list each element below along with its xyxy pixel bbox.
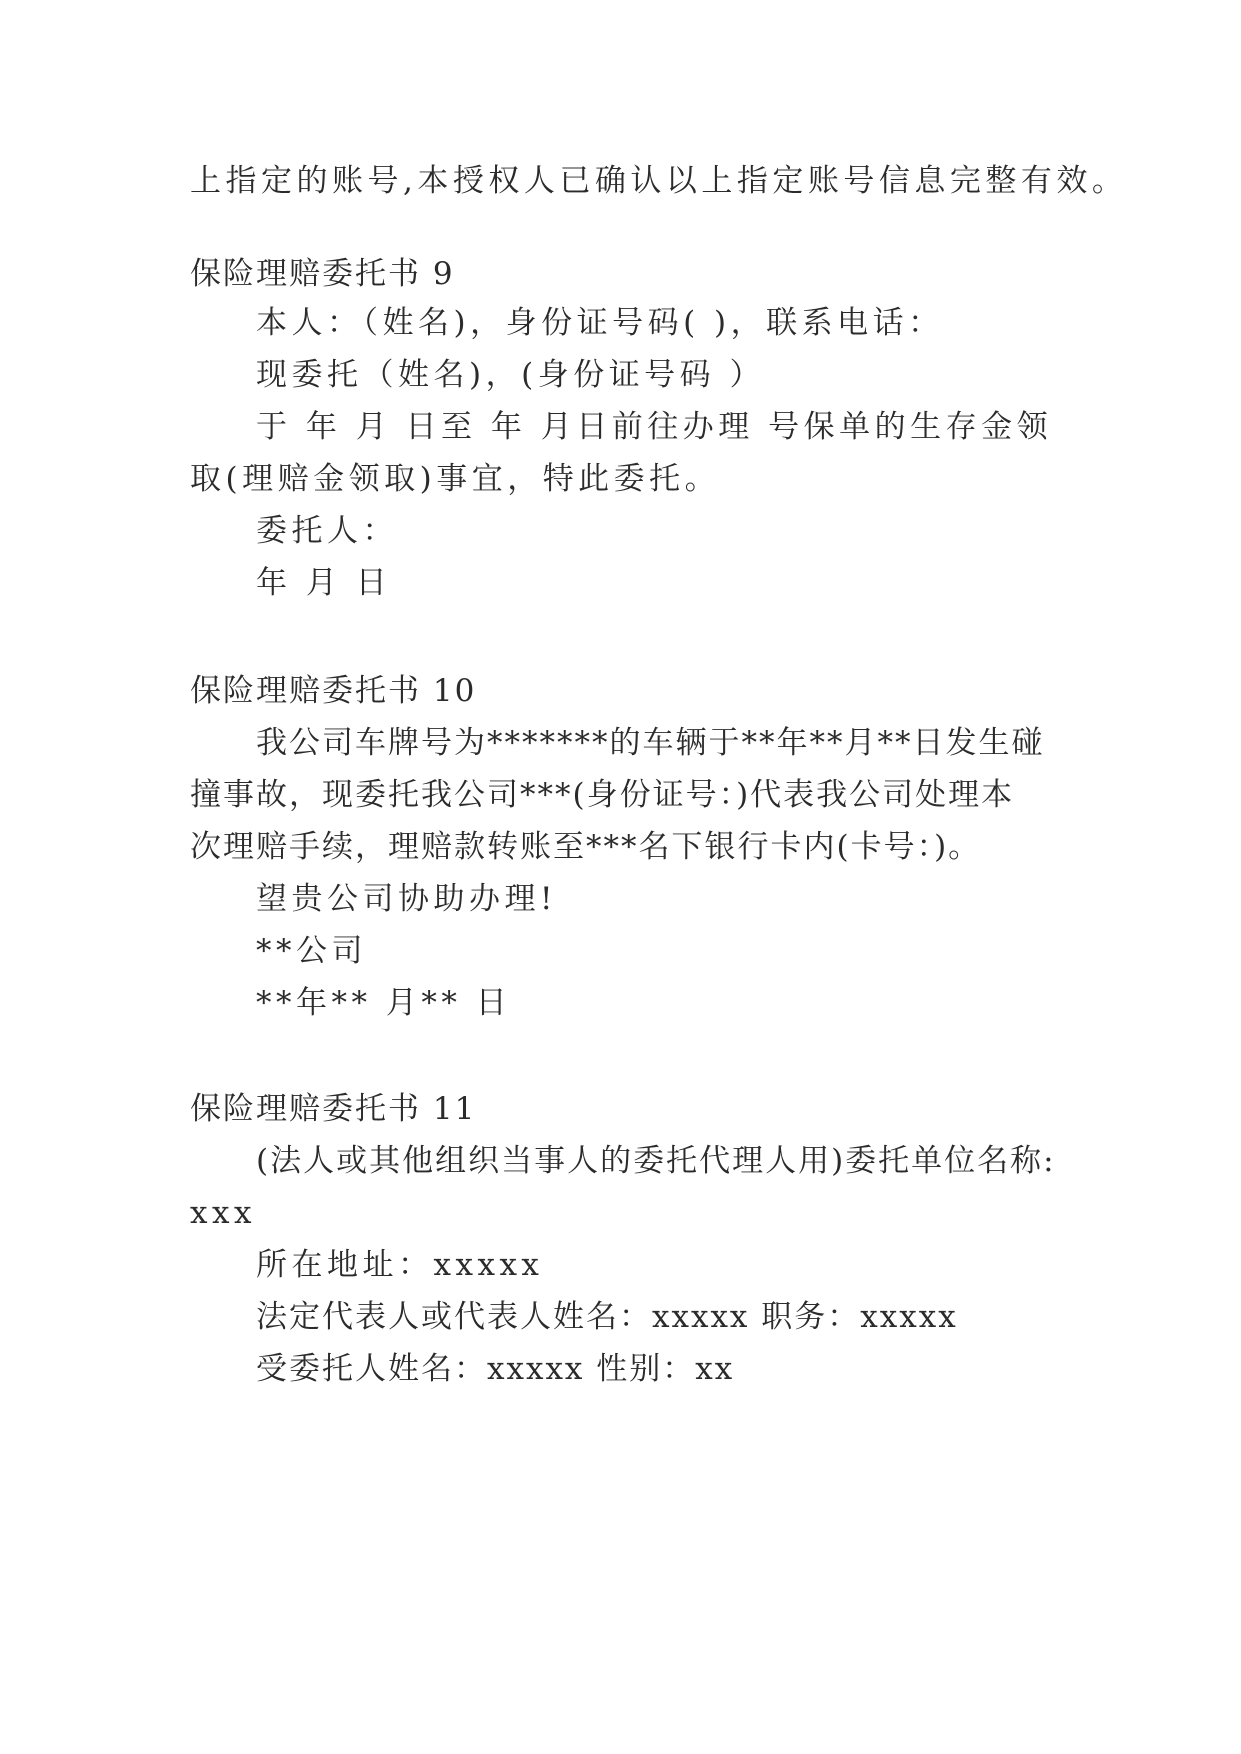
s11-entity-line-1: (法人或其他组织当事人的委托代理人用)委托单位名称: (256, 1143, 1056, 1179)
s9-date-line: 年 月 日 (256, 565, 392, 601)
intro-line: 上指定的账号,本授权人已确认以上指定账号信息完整有效。 (190, 163, 1128, 199)
s9-agent-line: 现委托（姓名)，(身份证号码 ） (256, 357, 766, 393)
s11-entity-line-2: xxx (190, 1195, 256, 1231)
s9-principal-line: 本人：（姓名)，身份证号码( )，联系电话： (256, 305, 944, 341)
s10-date-line: **年** 月** 日 (256, 985, 512, 1021)
section-10-title: 保险理赔委托书 10 (190, 673, 477, 709)
s11-agent-line: 受委托人姓名：xxxxx 性别：xx (256, 1351, 735, 1387)
s11-address-line: 所在地址：xxxxx (256, 1247, 544, 1283)
section-11-title: 保险理赔委托书 11 (190, 1091, 477, 1127)
s10-company-line: **公司 (256, 933, 367, 969)
s10-body-line-3: 次理赔手续，理赔款转账至***名下银行卡内(卡号：)。 (190, 829, 982, 865)
s10-request-line: 望贵公司协助办理! (256, 881, 557, 917)
s11-representative-line: 法定代表人或代表人姓名：xxxxx 职务：xxxxx (256, 1299, 958, 1335)
section-9-title: 保险理赔委托书 9 (190, 256, 455, 292)
s9-purpose-line-1: 于 年 月 日至 年 月日前往办理 号保单的生存金领 (256, 409, 1053, 445)
s10-body-line-2: 撞事故，现委托我公司***(身份证号：)代表我公司处理本 (190, 777, 1015, 813)
s10-body-line-1: 我公司车牌号为*******的车辆于**年**月**日发生碰 (256, 725, 1045, 761)
s9-signatory-label: 委托人： (256, 513, 398, 549)
s9-purpose-line-2: 取(理赔金领取)事宜，特此委托。 (190, 461, 721, 497)
